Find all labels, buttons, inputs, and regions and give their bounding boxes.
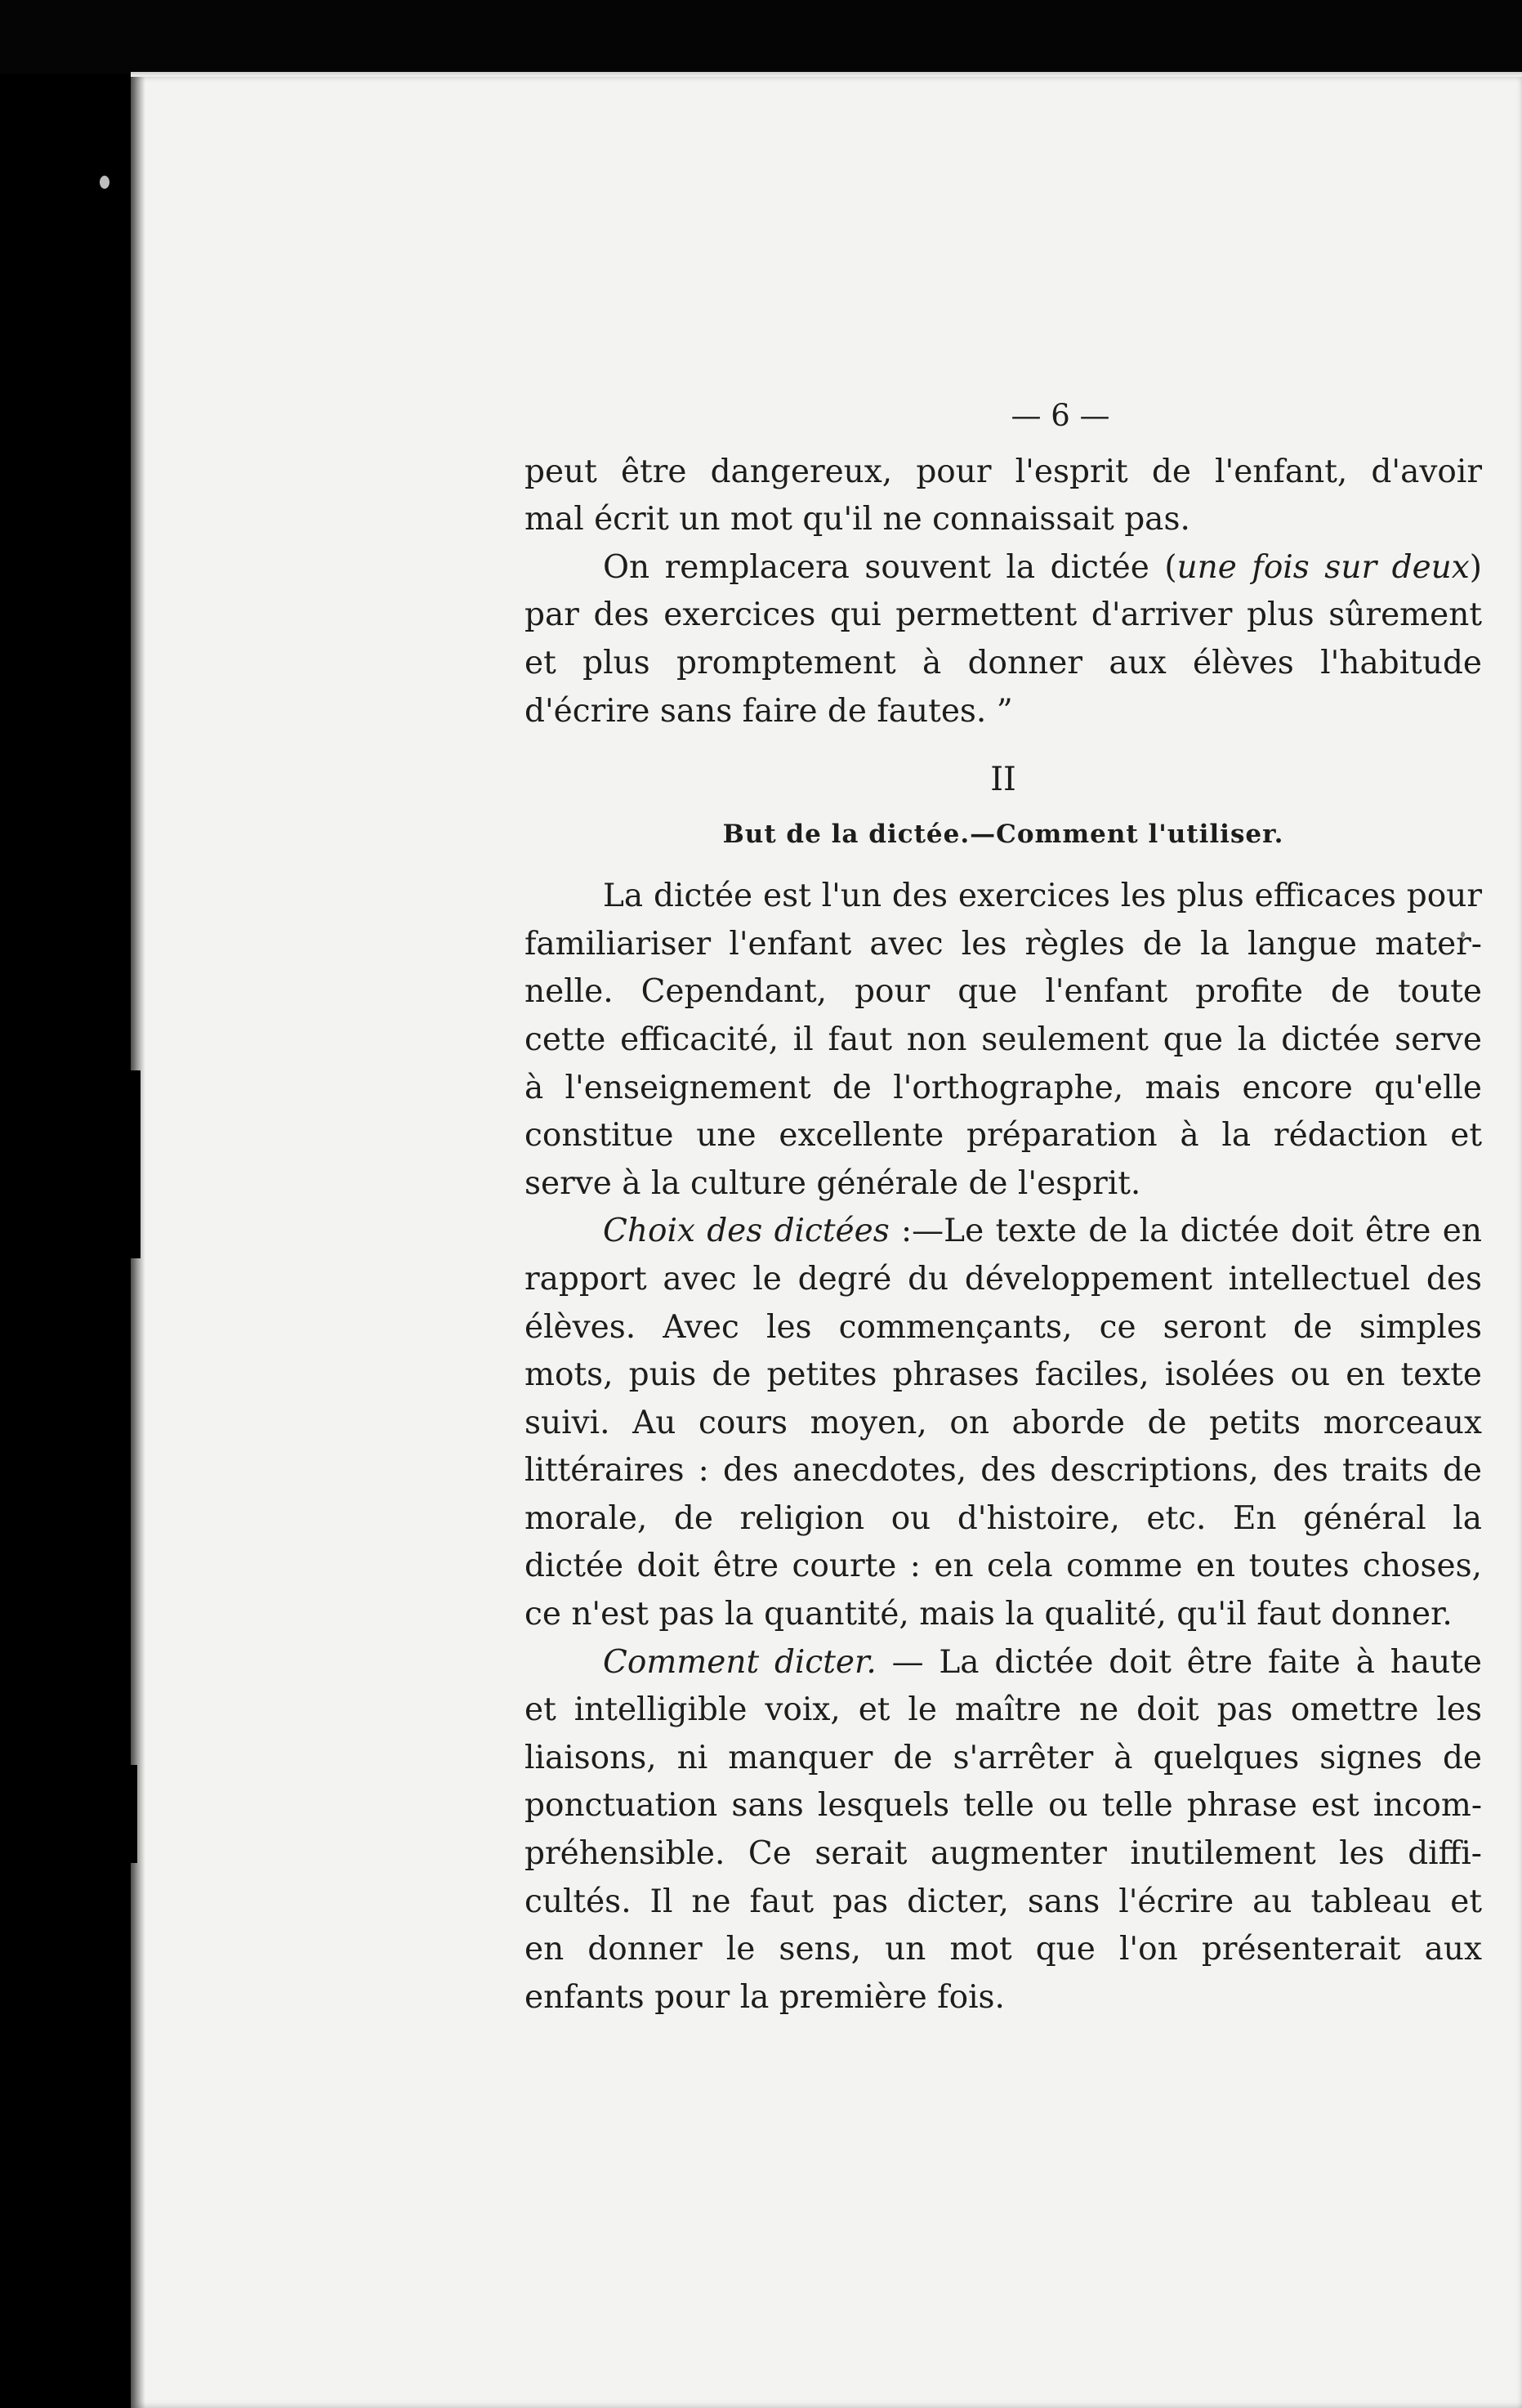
paragraph-4	[524, 1208, 1482, 1638]
text-line: morale, de religion ou d'histoire, etc. En général la	[524, 1499, 1482, 1537]
text-line: familiariser l'enfant avec les règles de la langue mater-	[524, 925, 1482, 963]
italic-lead: Comment dicter.	[603, 1643, 877, 1681]
italic-phrase: une fois sur deux	[1176, 548, 1470, 586]
text-line: littéraires : des anecdotes, des descriptions, des traits de	[524, 1452, 1482, 1490]
text-line: cette efficacité, il faut non seulement que la dictée serve	[524, 1021, 1482, 1058]
paragraph-5	[524, 1639, 1482, 2022]
page-top-edge	[131, 72, 1522, 77]
scan-speck	[100, 176, 109, 189]
section-heading: But de la dictée.—Comment l'utiliser.	[722, 820, 1284, 850]
text-line: préhensible. Ce serait augmenter inutilement les diffi-	[524, 1835, 1482, 1873]
text-line	[524, 544, 1482, 592]
text-line: dictée doit être courte : en cela comme en toutes choses,	[524, 1548, 1482, 1585]
text-line: ponctuation sans lesquels telle ou telle phrase est incom-	[524, 1787, 1482, 1825]
text-line: d'écrire sans faire de fautes. ”	[524, 692, 1013, 730]
paragraph-2	[524, 544, 1482, 735]
text-line	[524, 1208, 1482, 1256]
text-line: et plus promptement à donner aux élèves l'habitude	[524, 644, 1482, 681]
text-line: par des exercices qui permettent d'arriver plus sûrement	[524, 596, 1482, 634]
text-line: La dictée est l'un des exercices les plus efficaces pour	[603, 878, 1482, 915]
italic-lead: Choix des dictées	[603, 1213, 890, 1250]
scan-border	[0, 0, 1522, 74]
text-line: élèves. Avec les commençants, ce seront de simples	[524, 1308, 1482, 1346]
text-line: mal écrit un mot qu'il ne connaissait pas.	[524, 501, 1190, 538]
text-line: suivi. Au cours moyen, on aborde de petits morceaux	[524, 1404, 1482, 1441]
binding-shadow	[106, 1070, 141, 1258]
page-number: — 6 —	[1011, 398, 1110, 433]
paragraph-3	[524, 873, 1482, 1208]
text-span: — La dictée doit être faite à haute	[876, 1643, 1482, 1681]
paragraph-1	[524, 449, 1482, 544]
text-line: mots, puis de petites phrases faciles, isolées ou en texte	[524, 1356, 1482, 1394]
text-line: constitue une excellente préparation à la rédaction et	[524, 1117, 1482, 1155]
text-line: à l'enseignement de l'orthographe, mais encore qu'elle	[524, 1069, 1482, 1106]
section-number: II	[990, 761, 1016, 799]
text-line: peut être dangereux, pour l'esprit de l'enfant, d'avoir	[524, 453, 1482, 490]
text-span: )	[1469, 548, 1482, 586]
text-line: serve à la culture générale de l'esprit.	[524, 1164, 1141, 1202]
text-span: On remplacera souvent la dictée (	[603, 548, 1177, 586]
text-line: enfants pour la première fois.	[524, 1978, 1005, 2016]
text-line: en donner le sens, un mot que l'on présenterait aux	[524, 1931, 1482, 1968]
text-line: ce n'est pas la quantité, mais la qualité, qu'il faut donner.	[524, 1596, 1453, 1633]
page-text	[524, 392, 1482, 2022]
text-line: nelle. Cependant, pour que l'enfant profite de toute	[524, 973, 1482, 1011]
text-line: rapport avec le degré du développement intellectuel des	[524, 1260, 1482, 1298]
text-span: :—Le texte de la dictée doit être en	[889, 1213, 1482, 1250]
text-line	[524, 1639, 1482, 1687]
text-line: liaisons, ni manquer de s'arrêter à quelques signes de	[524, 1739, 1482, 1776]
text-line: cultés. Il ne faut pas dicter, sans l'écrire au tableau et	[524, 1883, 1482, 1920]
binding-shadow	[114, 1765, 137, 1863]
text-line: et intelligible voix, et le maître ne doit pas omettre les	[524, 1691, 1482, 1729]
